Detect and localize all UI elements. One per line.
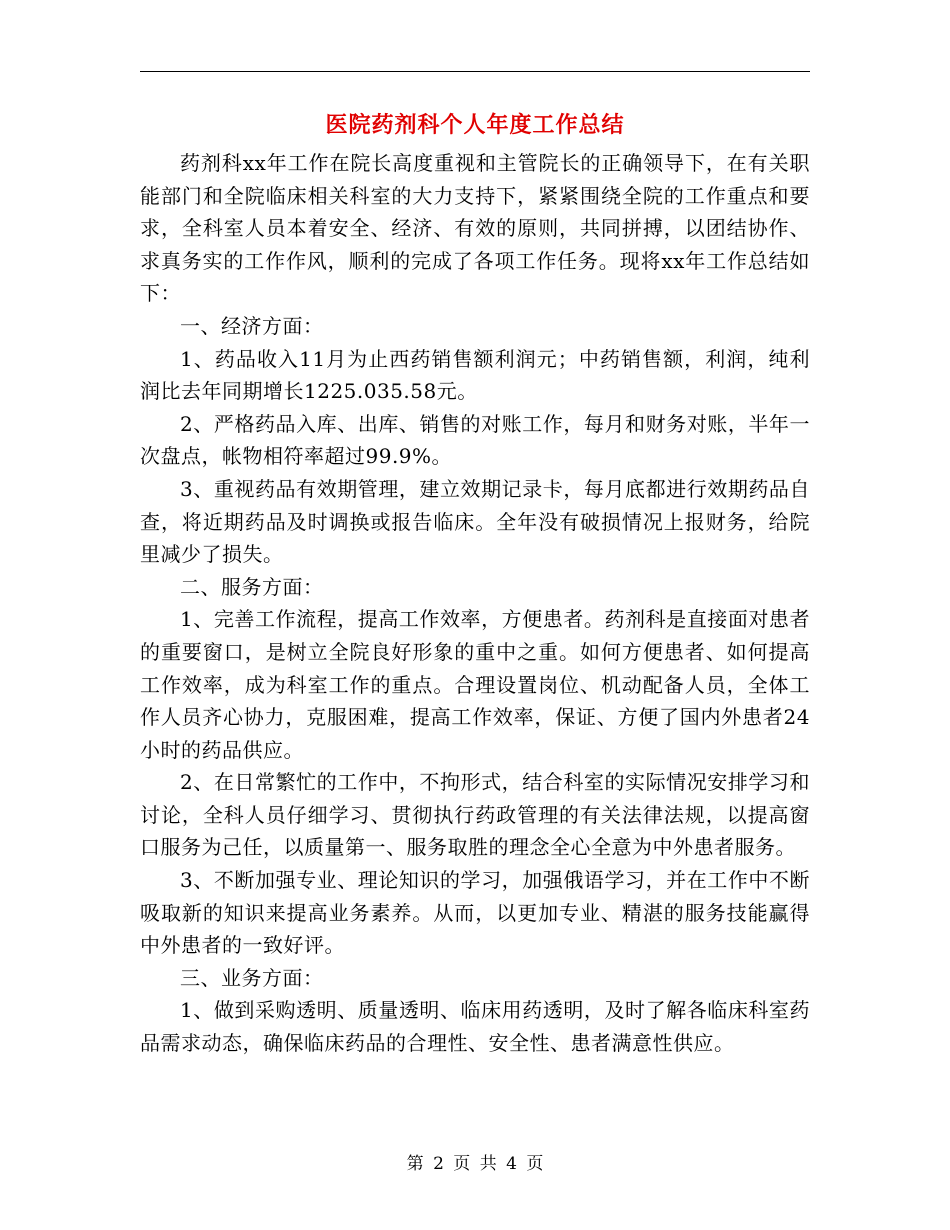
header-rule <box>140 71 810 72</box>
service-item-1: 1、完善工作流程，提高工作效率，方便患者。药剂科是直接面对患者的重要窗口，是树立全院良好形象的重中之重。如何方便患者、如何提高工作效率，成为科室工作的重点。合理设置岗位、机动配备人员，全体工作人员齐心协力，克服困难，提高工作效率，保证、方便了国内外患者24小时的药品供应。 <box>140 607 810 762</box>
section-heading-service: 二、服务方面： <box>180 574 324 599</box>
intro-paragraph: 药剂科xx年工作在院长高度重视和主管院长的正确领导下，在有关职能部门和全院临床相关科室的大力支持下，紧紧围绕全院的工作重点和要求，全科室人员本着安全、经济、有效的原则，共同拼搏，以团结协作、求真务实的工作作风，顺利的完成了各项工作任务。现将xx年工作总结如下： <box>140 151 810 306</box>
section-heading-economy: 一、经济方面： <box>180 313 324 338</box>
document-title: 医院药剂科个人年度工作总结 <box>325 112 625 138</box>
economy-item-1: 1、药品收入11月为止西药销售额利润元；中药销售额，利润，纯利润比去年同期增长1225.035.58元。 <box>140 346 810 404</box>
document-body <box>140 147 810 1060</box>
economy-item-2: 2、严格药品入库、出库、销售的对账工作，每月和财务对账，半年一次盘点，帐物相符率超过99.9%。 <box>140 411 810 469</box>
service-item-3: 3、不断加强专业、理论知识的学习，加强俄语学习，并在工作中不断吸取新的知识来提高业务素养。从而，以更加专业、精湛的服务技能赢得中外患者的一致好评。 <box>140 868 810 958</box>
section-heading-business: 三、业务方面： <box>180 965 324 990</box>
page-number-footer: 第 2 页 共 4 页 <box>406 1154 544 1174</box>
business-item-1: 1、做到采购透明、质量透明、临床用药透明，及时了解各临床科室药品需求动态，确保临床药品的合理性、安全性、患者满意性供应。 <box>140 998 810 1056</box>
service-item-2: 2、在日常繁忙的工作中，不拘形式，结合科室的实际情况安排学习和讨论，全科人员仔细学习、贯彻执行药政管理的有关法律法规，以提高窗口服务为己任，以质量第一、服务取胜的理念全心全意为中外患者服务。 <box>140 770 810 860</box>
economy-item-3: 3、重视药品有效期管理，建立效期记录卡，每月底都进行效期药品自查，将近期药品及时调换或报告临床。全年没有破损情况上报财务，给院里减少了损失。 <box>140 476 810 567</box>
